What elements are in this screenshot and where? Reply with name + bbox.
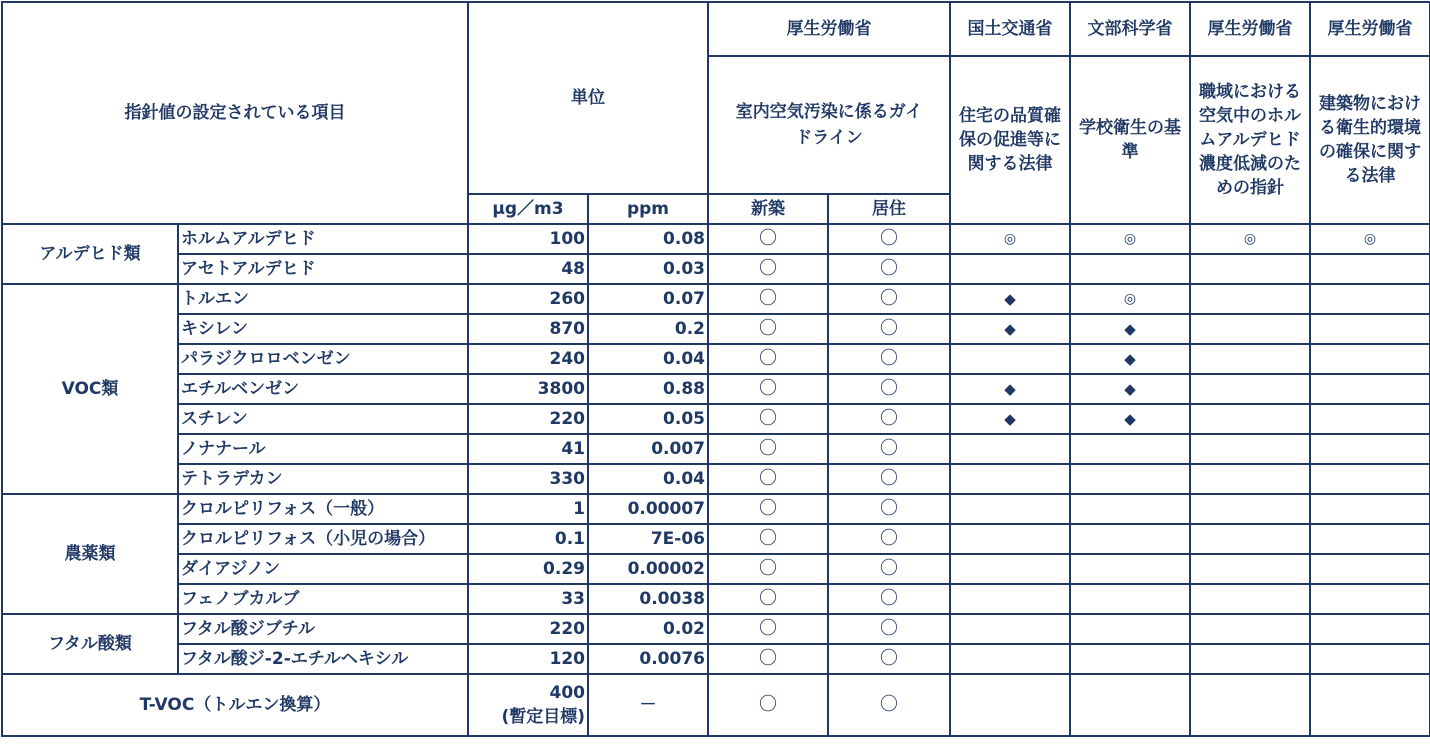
substance-name: トルエン — [178, 284, 468, 314]
mark-mext: ◎ — [1070, 284, 1190, 314]
group-label: アルデヒド類 — [2, 224, 178, 284]
mark-mext: ◎ — [1070, 224, 1190, 254]
indoor-air-guideline-table — [1, 1, 1430, 737]
mark-work: ◎ — [1190, 224, 1310, 254]
mark-new: 〇 — [708, 254, 828, 284]
tvoc-row — [2, 674, 1430, 736]
mark-mlit — [950, 644, 1070, 674]
value-ug: 48 — [468, 254, 588, 284]
mark-mlit — [950, 524, 1070, 554]
mark-living: 〇 — [828, 404, 950, 434]
mark-mlit: ◆ — [950, 284, 1070, 314]
value-ug: 33 — [468, 584, 588, 614]
value-ppm: 0.04 — [588, 464, 708, 494]
table-row — [2, 404, 1430, 434]
mark-living: 〇 — [828, 584, 950, 614]
substance-name: ホルムアルデヒド — [178, 224, 468, 254]
mark-new: 〇 — [708, 374, 828, 404]
mark-mlit — [950, 434, 1070, 464]
value-ug: 1 — [468, 494, 588, 524]
mark-mlit — [950, 254, 1070, 284]
value-ppm: 0.02 — [588, 614, 708, 644]
mark-mext: ◆ — [1070, 314, 1190, 344]
item-header: 指針値の設定されている項目 — [2, 2, 468, 224]
mark-mlit: ◆ — [950, 314, 1070, 344]
mark-work — [1190, 344, 1310, 374]
mark-work — [1190, 494, 1310, 524]
guideline-header: 室内空気汚染に係るガイドライン — [708, 56, 950, 194]
table-row — [2, 284, 1430, 314]
table-row — [2, 314, 1430, 344]
value-ug: 41 — [468, 434, 588, 464]
mark-new: 〇 — [708, 524, 828, 554]
tvoc-mark-new: 〇 — [708, 674, 828, 736]
value-ug: 330 — [468, 464, 588, 494]
mark-new: 〇 — [708, 224, 828, 254]
tvoc-value-ug — [468, 674, 588, 736]
mark-living: 〇 — [828, 344, 950, 374]
tvoc-ug-value: 400 — [549, 683, 585, 703]
mark-mlit — [950, 614, 1070, 644]
mark-mlit — [950, 554, 1070, 584]
mark-new: 〇 — [708, 404, 828, 434]
value-ug: 0.29 — [468, 554, 588, 584]
value-ug: 100 — [468, 224, 588, 254]
mark-building: ◎ — [1310, 224, 1430, 254]
mark-living: 〇 — [828, 434, 950, 464]
table-row — [2, 464, 1430, 494]
mark-mext — [1070, 614, 1190, 644]
mark-mlit — [950, 584, 1070, 614]
value-ppm: 7E-06 — [588, 524, 708, 554]
mark-building — [1310, 494, 1430, 524]
mark-building — [1310, 614, 1430, 644]
value-ug: 220 — [468, 404, 588, 434]
mark-building — [1310, 554, 1430, 584]
tvoc-ug-note: (暫定目標) — [501, 707, 585, 727]
mark-building — [1310, 284, 1430, 314]
mark-new: 〇 — [708, 284, 828, 314]
law-building-header: 建築物における衛生的環境の確保に関する法律 — [1310, 56, 1430, 224]
mark-new: 〇 — [708, 314, 828, 344]
mark-new: 〇 — [708, 344, 828, 374]
mark-mext — [1070, 494, 1190, 524]
value-ug: 120 — [468, 644, 588, 674]
tvoc-mark-work — [1190, 674, 1310, 736]
mark-living: 〇 — [828, 224, 950, 254]
value-ppm: 0.05 — [588, 404, 708, 434]
table-row — [2, 644, 1430, 674]
mark-living: 〇 — [828, 614, 950, 644]
mark-living: 〇 — [828, 254, 950, 284]
ministry-header-mlit: 国土交通省 — [950, 2, 1070, 56]
mark-mlit — [950, 344, 1070, 374]
mark-work — [1190, 464, 1310, 494]
substance-name: クロルピリフォス（一般） — [178, 494, 468, 524]
table-row — [2, 494, 1430, 524]
ministry-header-mhlw-1: 厚生労働省 — [708, 2, 950, 56]
value-ug: 240 — [468, 344, 588, 374]
mark-living: 〇 — [828, 524, 950, 554]
mark-mext — [1070, 434, 1190, 464]
mark-work — [1190, 254, 1310, 284]
mark-mext: ◆ — [1070, 374, 1190, 404]
living-header: 居住 — [828, 194, 950, 224]
mark-mlit: ◆ — [950, 374, 1070, 404]
substance-name: スチレン — [178, 404, 468, 434]
table-row — [2, 224, 1430, 254]
mark-new: 〇 — [708, 554, 828, 584]
value-ppm: 0.0038 — [588, 584, 708, 614]
unit-ug-header: μg／m3 — [468, 194, 588, 224]
mark-building — [1310, 644, 1430, 674]
mark-mext — [1070, 584, 1190, 614]
mark-living: 〇 — [828, 494, 950, 524]
table-row — [2, 374, 1430, 404]
mark-work — [1190, 554, 1310, 584]
mark-mext: ◆ — [1070, 404, 1190, 434]
mark-living: 〇 — [828, 314, 950, 344]
mark-building — [1310, 254, 1430, 284]
unit-header: 単位 — [468, 2, 708, 194]
mark-living: 〇 — [828, 554, 950, 584]
table-row — [2, 524, 1430, 554]
law-mext-header: 学校衛生の基準 — [1070, 56, 1190, 224]
value-ppm: 0.00007 — [588, 494, 708, 524]
mark-building — [1310, 584, 1430, 614]
value-ug: 3800 — [468, 374, 588, 404]
mark-building — [1310, 524, 1430, 554]
substance-name: フタル酸ジブチル — [178, 614, 468, 644]
table-row — [2, 434, 1430, 464]
value-ppm: 0.007 — [588, 434, 708, 464]
substance-name: テトラデカン — [178, 464, 468, 494]
mark-mext: ◆ — [1070, 344, 1190, 374]
value-ug: 0.1 — [468, 524, 588, 554]
mark-mlit: ◆ — [950, 404, 1070, 434]
tvoc-mark-building — [1310, 674, 1430, 736]
value-ppm: 0.07 — [588, 284, 708, 314]
mark-building — [1310, 404, 1430, 434]
mark-new: 〇 — [708, 434, 828, 464]
value-ppm: 0.88 — [588, 374, 708, 404]
table-row — [2, 614, 1430, 644]
group-label: フタル酸類 — [2, 614, 178, 674]
mark-mext — [1070, 554, 1190, 584]
substance-name: クロルピリフォス（小児の場合） — [178, 524, 468, 554]
value-ug: 260 — [468, 284, 588, 314]
mark-work — [1190, 614, 1310, 644]
value-ug: 870 — [468, 314, 588, 344]
table-row — [2, 584, 1430, 614]
tvoc-mark-mlit — [950, 674, 1070, 736]
law-mlit-header: 住宅の品質確保の促進等に関する法律 — [950, 56, 1070, 224]
mark-mext — [1070, 524, 1190, 554]
law-work-header: 職域における空気中のホルムアルデヒド濃度低減のための指針 — [1190, 56, 1310, 224]
value-ppm: 0.00002 — [588, 554, 708, 584]
mark-work — [1190, 644, 1310, 674]
mark-mext — [1070, 254, 1190, 284]
mark-new: 〇 — [708, 614, 828, 644]
mark-mlit — [950, 494, 1070, 524]
mark-work — [1190, 434, 1310, 464]
mark-mext — [1070, 464, 1190, 494]
value-ppm: 0.0076 — [588, 644, 708, 674]
value-ppm: 0.2 — [588, 314, 708, 344]
mark-building — [1310, 464, 1430, 494]
table-row — [2, 554, 1430, 584]
substance-name: ノナナール — [178, 434, 468, 464]
mark-living: 〇 — [828, 374, 950, 404]
substance-name: ダイアジノン — [178, 554, 468, 584]
mark-new: 〇 — [708, 644, 828, 674]
value-ppm: 0.03 — [588, 254, 708, 284]
mark-living: 〇 — [828, 464, 950, 494]
group-label: VOC類 — [2, 284, 178, 494]
unit-ppm-header: ppm — [588, 194, 708, 224]
table-row — [2, 254, 1430, 284]
group-label: 農薬類 — [2, 494, 178, 614]
substance-name: パラジクロロベンゼン — [178, 344, 468, 374]
ministry-header-mhlw-3: 厚生労働省 — [1310, 2, 1430, 56]
value-ppm: 0.08 — [588, 224, 708, 254]
mark-building — [1310, 314, 1430, 344]
ministry-header-mhlw-2: 厚生労働省 — [1190, 2, 1310, 56]
mark-new: 〇 — [708, 584, 828, 614]
substance-name: エチルベンゼン — [178, 374, 468, 404]
mark-work — [1190, 524, 1310, 554]
table-row — [2, 344, 1430, 374]
mark-mlit: ◎ — [950, 224, 1070, 254]
substance-name: フェノブカルブ — [178, 584, 468, 614]
mark-work — [1190, 284, 1310, 314]
substance-name: アセトアルデヒド — [178, 254, 468, 284]
tvoc-mark-mext — [1070, 674, 1190, 736]
substance-name: キシレン — [178, 314, 468, 344]
new-building-header: 新築 — [708, 194, 828, 224]
mark-new: 〇 — [708, 494, 828, 524]
tvoc-mark-living: 〇 — [828, 674, 950, 736]
tvoc-label: T-VOC（トルエン換算） — [2, 674, 468, 736]
value-ug: 220 — [468, 614, 588, 644]
ministry-header-mext: 文部科学省 — [1070, 2, 1190, 56]
substance-name: フタル酸ジ-2-エチルヘキシル — [178, 644, 468, 674]
mark-living: 〇 — [828, 644, 950, 674]
value-ppm: 0.04 — [588, 344, 708, 374]
header-row-ministry — [2, 2, 1430, 56]
mark-building — [1310, 434, 1430, 464]
mark-work — [1190, 314, 1310, 344]
tvoc-value-ppm: － — [588, 674, 708, 736]
mark-mlit — [950, 464, 1070, 494]
mark-building — [1310, 344, 1430, 374]
mark-new: 〇 — [708, 464, 828, 494]
mark-mext — [1070, 644, 1190, 674]
mark-work — [1190, 404, 1310, 434]
mark-building — [1310, 374, 1430, 404]
mark-work — [1190, 374, 1310, 404]
mark-living: 〇 — [828, 284, 950, 314]
mark-work — [1190, 584, 1310, 614]
